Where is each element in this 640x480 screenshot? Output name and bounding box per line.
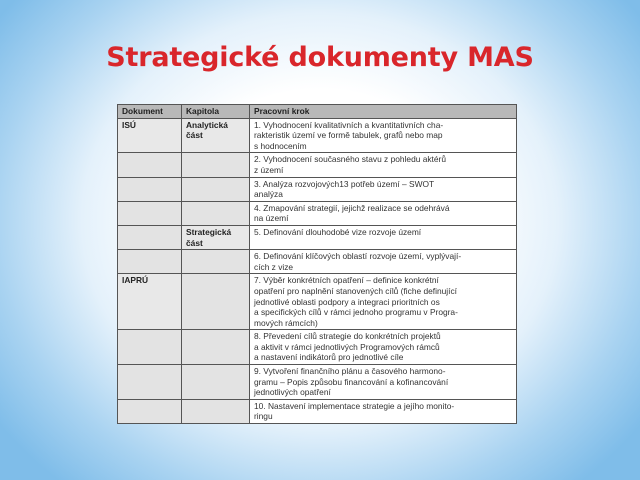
krok-cell: 9. Vytvoření finančního plánu a časového harmono- gramu – Popis způsobu financování a kofinancování jednotlivých opatření (250, 365, 517, 400)
kapitola-cell: Strategická část (182, 225, 250, 249)
dokument-cell (118, 153, 182, 177)
dokument-cell (118, 330, 182, 365)
krok-cell: 1. Vyhodnocení kvalitativních a kvantitativních cha- rakteristik území ve formě tabulek, grafů nebo map s hodnocením (250, 118, 517, 153)
strategy-table-container (117, 104, 516, 424)
dokument-cell (118, 225, 182, 249)
table-row (118, 118, 517, 153)
table-row (118, 177, 517, 201)
dokument-cell: IAPRÚ (118, 274, 182, 330)
slide-title: Strategické dokumenty MAS (106, 42, 534, 73)
kapitola-cell (182, 399, 250, 423)
kapitola-cell (182, 250, 250, 274)
dokument-cell: ISÚ (118, 118, 182, 153)
krok-cell: 5. Definování dlouhodobé vize rozvoje území (250, 225, 517, 249)
kapitola-cell (182, 177, 250, 201)
krok-cell: 7. Výběr konkrétních opatření – definice konkrétní opatření pro naplnění stanovených cílů (fiche definující jednotlivé oblasti podpory a integraci prioritních os a specifických cílů v rámci jednoho programu v Progra- mových rámcích) (250, 274, 517, 330)
table-header-row (118, 105, 517, 119)
kapitola-cell (182, 330, 250, 365)
table-row (118, 330, 517, 365)
table-row (118, 365, 517, 400)
kapitola-cell: Analytická část (182, 118, 250, 153)
table-row (118, 274, 517, 330)
table-row (118, 399, 517, 423)
krok-cell: 6. Definování klíčových oblastí rozvoje území, vyplývají- cích z vize (250, 250, 517, 274)
strategy-table (117, 104, 517, 424)
dokument-cell (118, 201, 182, 225)
krok-cell: 8. Převedení cílů strategie do konkrétních projektů a aktivit v rámci jednotlivých Programových rámců a nastavení indikátorů pro jednotlivé cíle (250, 330, 517, 365)
table-row (118, 225, 517, 249)
kapitola-cell (182, 201, 250, 225)
header-kapitola: Kapitola (182, 105, 250, 119)
dokument-cell (118, 177, 182, 201)
kapitola-cell (182, 153, 250, 177)
kapitola-cell (182, 274, 250, 330)
krok-cell: 3. Analýza rozvojových13 potřeb území – SWOT analýza (250, 177, 517, 201)
dokument-cell (118, 365, 182, 400)
table-row (118, 250, 517, 274)
header-dokument: Dokument (118, 105, 182, 119)
dokument-cell (118, 250, 182, 274)
dokument-cell (118, 399, 182, 423)
kapitola-cell (182, 365, 250, 400)
krok-cell: 10. Nastavení implementace strategie a jejího monito- ringu (250, 399, 517, 423)
krok-cell: 2. Vyhodnocení současného stavu z pohledu aktérů z území (250, 153, 517, 177)
table-row (118, 153, 517, 177)
table-row (118, 201, 517, 225)
krok-cell: 4. Zmapování strategií, jejichž realizace se odehrává na území (250, 201, 517, 225)
header-pracovni-krok: Pracovní krok (250, 105, 517, 119)
